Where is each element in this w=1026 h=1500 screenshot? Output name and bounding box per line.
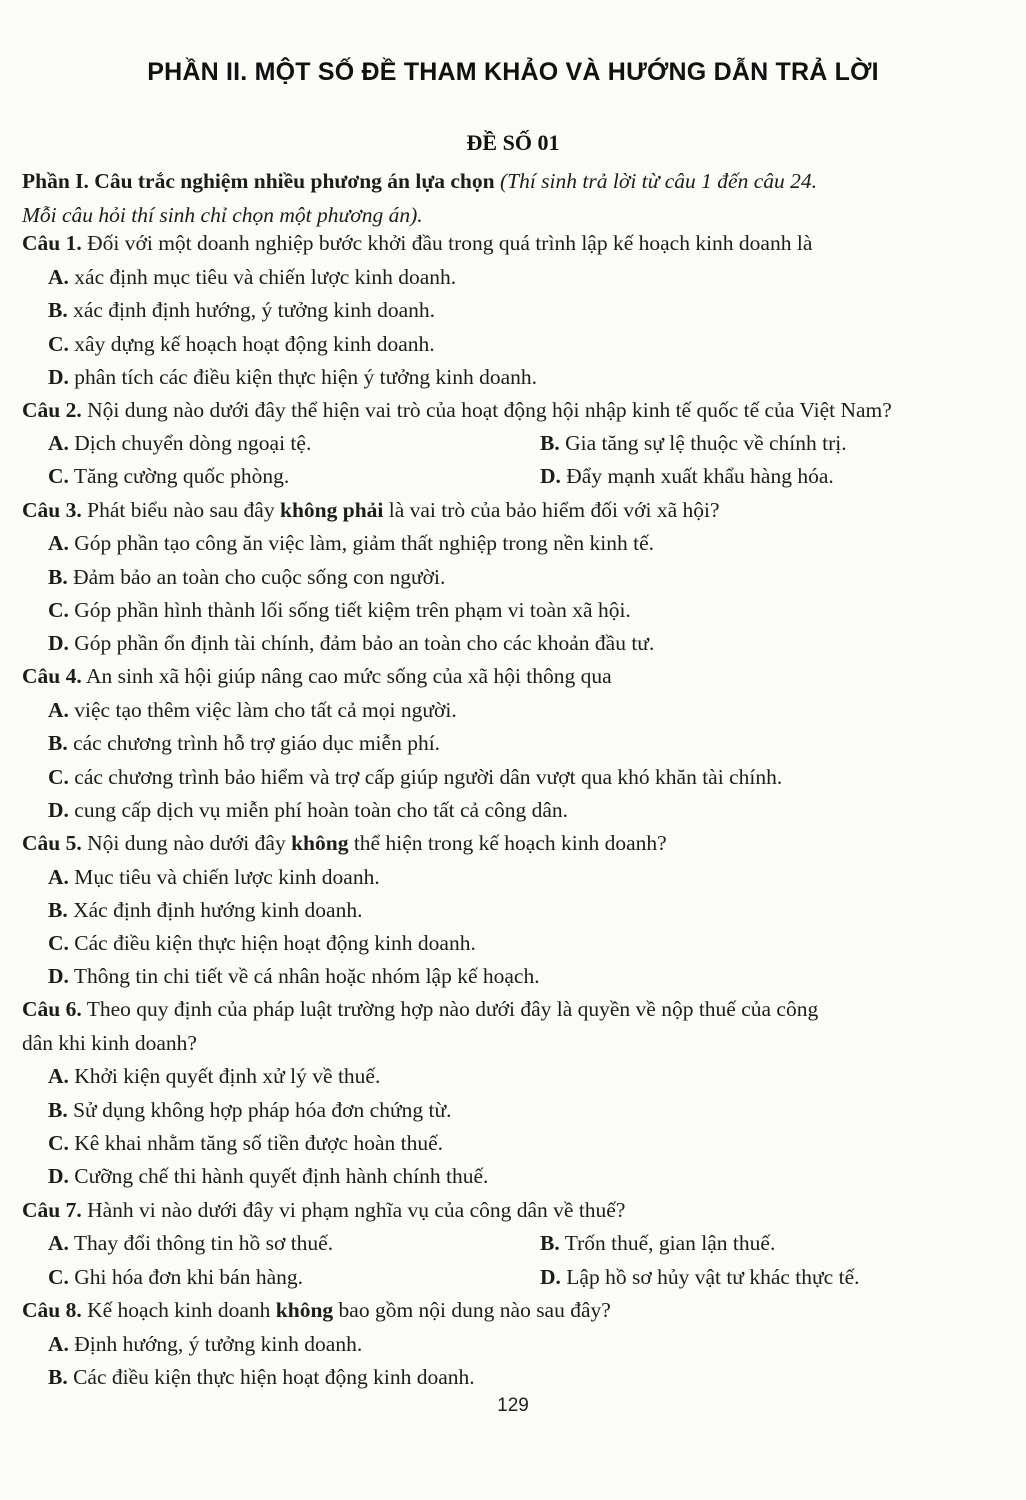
option-letter: A. bbox=[48, 431, 69, 455]
instructions-line-2: Mỗi câu hỏi thí sinh chỉ chọn một phương án). bbox=[22, 203, 423, 227]
question-6-stem-continued: dân khi kinh doanh? bbox=[22, 1031, 197, 1055]
question-6-option-b bbox=[48, 1097, 451, 1123]
exam-title: ĐỀ SỐ 01 bbox=[466, 130, 560, 155]
question-text: Theo quy định của pháp luật trường hợp nào dưới đây là quyền về nộp thuế của công bbox=[86, 997, 819, 1021]
question-5-option-c bbox=[48, 930, 476, 956]
question-text: Nội dung nào dưới đây bbox=[87, 831, 286, 855]
question-3-option-c bbox=[48, 597, 631, 623]
option-text: Thông tin chi tiết về cá nhân hoặc nhóm lập kế hoạch. bbox=[73, 964, 540, 988]
question-emphasis: không bbox=[291, 831, 349, 855]
question-2-option-d bbox=[540, 463, 834, 489]
option-text: Lập hồ sơ hủy vật tư khác thực tế. bbox=[566, 1265, 860, 1289]
question-text: thể hiện trong kế hoạch kinh doanh? bbox=[353, 831, 667, 855]
option-text: Ghi hóa đơn khi bán hàng. bbox=[74, 1265, 304, 1289]
section-title: PHẦN II. MỘT SỐ ĐỀ THAM KHẢO VÀ HƯỚNG DẪN TRẢ LỜI bbox=[147, 58, 879, 86]
option-text: Tăng cường quốc phòng. bbox=[73, 464, 290, 488]
option-letter: A. bbox=[48, 531, 69, 555]
question-1-option-b bbox=[48, 297, 435, 323]
option-text: việc tạo thêm việc làm cho tất cả mọi người. bbox=[74, 698, 457, 722]
question-label: Câu 1. bbox=[22, 231, 82, 255]
question-label: Câu 7. bbox=[22, 1198, 82, 1222]
question-6-option-c bbox=[48, 1130, 443, 1156]
question-5-option-d bbox=[48, 963, 540, 989]
option-letter: C. bbox=[48, 765, 69, 789]
question-4-option-a bbox=[48, 697, 457, 723]
option-text: Thay đổi thông tin hồ sơ thuế. bbox=[73, 1231, 334, 1255]
question-text: Kế hoạch kinh doanh bbox=[87, 1298, 271, 1322]
question-2-option-a bbox=[48, 430, 311, 456]
question-5-option-b bbox=[48, 897, 362, 923]
instruction-note: (Thí sinh trả lời từ câu 1 đến câu 24. bbox=[499, 169, 817, 193]
option-letter: B. bbox=[48, 565, 68, 589]
question-emphasis: không phải bbox=[279, 498, 384, 522]
question-8-option-a bbox=[48, 1331, 362, 1357]
option-letter: A. bbox=[48, 865, 69, 889]
question-text: Đối với một doanh nghiệp bước khởi đầu trong quá trình lập kế hoạch kinh doanh là bbox=[87, 231, 813, 255]
option-text: Mục tiêu và chiến lược kinh doanh. bbox=[74, 865, 380, 889]
option-letter: C. bbox=[48, 598, 69, 622]
question-4-option-b bbox=[48, 730, 440, 756]
option-text: các chương trình hỗ trợ giáo dục miễn phí. bbox=[73, 731, 441, 755]
option-letter: C. bbox=[48, 1131, 69, 1155]
option-letter: D. bbox=[48, 964, 69, 988]
option-letter: C. bbox=[48, 332, 69, 356]
option-text: xác định định hướng, ý tưởng kinh doanh. bbox=[73, 298, 436, 322]
question-1-option-a bbox=[48, 264, 456, 290]
question-label: Câu 6. bbox=[22, 997, 82, 1021]
option-text: Khởi kiện quyết định xử lý về thuế. bbox=[74, 1064, 381, 1088]
option-text: Cưỡng chế thi hành quyết định hành chính thuế. bbox=[74, 1164, 489, 1188]
question-7-stem bbox=[22, 1197, 625, 1223]
question-2-option-b bbox=[540, 430, 847, 456]
option-letter: B. bbox=[48, 1098, 68, 1122]
option-text: Gia tăng sự lệ thuộc về chính trị. bbox=[565, 431, 847, 455]
option-letter: D. bbox=[48, 365, 69, 389]
question-3-stem bbox=[22, 497, 720, 523]
question-1-stem bbox=[22, 230, 812, 256]
question-4-option-d bbox=[48, 797, 568, 823]
question-2-option-c bbox=[48, 463, 289, 489]
option-letter: A. bbox=[48, 1231, 69, 1255]
option-letter: B. bbox=[48, 898, 68, 922]
instructions-line-1 bbox=[22, 168, 817, 194]
option-letter: B. bbox=[48, 731, 68, 755]
option-text: Xác định định hướng kinh doanh. bbox=[73, 898, 363, 922]
option-letter: A. bbox=[48, 1064, 69, 1088]
question-5-option-a bbox=[48, 864, 380, 890]
question-text: là vai trò của bảo hiểm đối với xã hội? bbox=[388, 498, 720, 522]
question-6-option-a bbox=[48, 1063, 380, 1089]
option-text: Các điều kiện thực hiện hoạt động kinh doanh. bbox=[74, 931, 476, 955]
question-text: An sinh xã hội giúp nâng cao mức sống của xã hội thông qua bbox=[85, 664, 612, 688]
question-7-option-c bbox=[48, 1264, 303, 1290]
question-6-stem bbox=[22, 996, 818, 1022]
question-emphasis: không bbox=[275, 1298, 334, 1322]
option-text: Góp phần hình thành lối sống tiết kiệm trên phạm vi toàn xã hội. bbox=[74, 598, 631, 622]
question-3-option-d bbox=[48, 630, 654, 656]
question-8-option-b bbox=[48, 1364, 475, 1390]
option-letter: B. bbox=[540, 431, 560, 455]
option-letter: A. bbox=[48, 698, 69, 722]
question-label: Câu 2. bbox=[22, 398, 82, 422]
question-4-option-c bbox=[48, 764, 782, 790]
question-6-option-d bbox=[48, 1163, 488, 1189]
option-text: cung cấp dịch vụ miễn phí hoàn toàn cho tất cả công dân. bbox=[74, 798, 569, 822]
question-1-option-d bbox=[48, 364, 537, 390]
question-label: Câu 8. bbox=[22, 1298, 82, 1322]
question-text: Nội dung nào dưới đây thể hiện vai trò của hoạt động hội nhập kinh tế quốc tế của Việt Nam? bbox=[87, 398, 892, 422]
option-letter: B. bbox=[48, 298, 68, 322]
question-label: Câu 4. bbox=[22, 664, 82, 688]
option-letter: D. bbox=[48, 631, 69, 655]
option-text: xây dựng kế hoạch hoạt động kinh doanh. bbox=[74, 332, 435, 356]
question-text: Hành vi nào dưới đây vi phạm nghĩa vụ của công dân về thuế? bbox=[87, 1198, 626, 1222]
option-letter: C. bbox=[48, 1265, 69, 1289]
option-text: Trốn thuế, gian lận thuế. bbox=[564, 1231, 776, 1255]
part-label: Phần I. Câu trắc nghiệm nhiều phương án lựa chọn bbox=[22, 169, 495, 193]
question-8-stem bbox=[22, 1297, 611, 1323]
option-text: Định hướng, ý tưởng kinh doanh. bbox=[74, 1332, 363, 1356]
option-letter: B. bbox=[540, 1231, 560, 1255]
option-text: Kê khai nhằm tăng số tiền được hoàn thuế. bbox=[74, 1131, 444, 1155]
option-text: Đảm bảo an toàn cho cuộc sống con người. bbox=[73, 565, 446, 589]
question-1-option-c bbox=[48, 331, 435, 357]
option-letter: A. bbox=[48, 1332, 69, 1356]
option-text: xác định mục tiêu và chiến lược kinh doanh. bbox=[74, 265, 457, 289]
question-5-stem bbox=[22, 830, 667, 856]
question-7-option-b bbox=[540, 1230, 775, 1256]
question-text: bao gồm nội dung nào sau đây? bbox=[338, 1298, 611, 1322]
option-text: Sử dụng không hợp pháp hóa đơn chứng từ. bbox=[73, 1098, 452, 1122]
question-2-stem bbox=[22, 397, 892, 423]
option-text: Dịch chuyển dòng ngoại tệ. bbox=[74, 431, 312, 455]
question-3-option-b bbox=[48, 564, 445, 590]
option-letter: B. bbox=[48, 1365, 68, 1389]
question-label: Câu 5. bbox=[22, 831, 82, 855]
question-3-option-a bbox=[48, 530, 654, 556]
question-text: Phát biểu nào sau đây bbox=[87, 498, 275, 522]
option-letter: D. bbox=[48, 1164, 69, 1188]
question-7-option-a bbox=[48, 1230, 333, 1256]
option-text: phân tích các điều kiện thực hiện ý tưởng kinh doanh. bbox=[74, 365, 538, 389]
option-letter: C. bbox=[48, 931, 69, 955]
option-text: Góp phần tạo công ăn việc làm, giảm thất nghiệp trong nền kinh tế. bbox=[74, 531, 655, 555]
question-7-option-d bbox=[540, 1264, 859, 1290]
option-letter: D. bbox=[540, 1265, 561, 1289]
option-letter: D. bbox=[540, 464, 561, 488]
option-text: Góp phần ổn định tài chính, đảm bảo an toàn cho các khoản đầu tư. bbox=[74, 631, 655, 655]
option-text: Các điều kiện thực hiện hoạt động kinh doanh. bbox=[73, 1365, 475, 1389]
question-4-stem bbox=[22, 663, 612, 689]
question-label: Câu 3. bbox=[22, 498, 82, 522]
option-text: các chương trình bảo hiểm và trợ cấp giúp người dân vượt qua khó khăn tài chính. bbox=[74, 765, 783, 789]
option-letter: A. bbox=[48, 265, 69, 289]
option-letter: D. bbox=[48, 798, 69, 822]
page-number: 129 bbox=[497, 1395, 529, 1416]
option-text: Đẩy mạnh xuất khẩu hàng hóa. bbox=[566, 464, 834, 488]
option-letter: C. bbox=[48, 464, 69, 488]
